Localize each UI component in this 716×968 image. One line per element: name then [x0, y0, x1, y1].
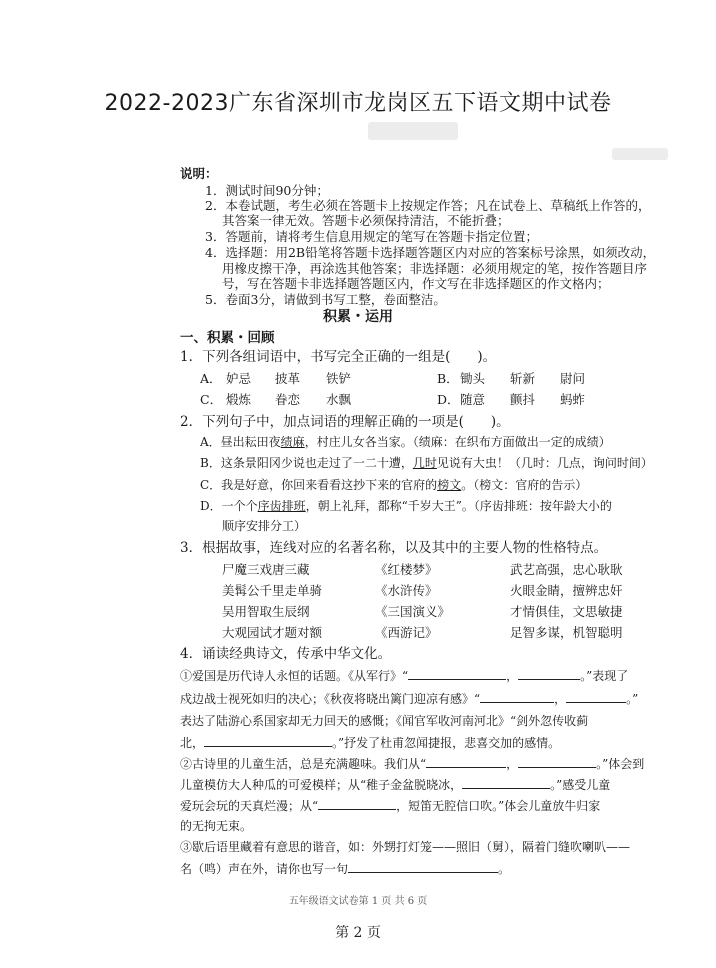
dotted-word: 绩麻 [280, 435, 305, 449]
text: ， [506, 757, 519, 771]
q2-option-d-cont: 顺序安排分工） [222, 519, 307, 533]
instruction-line: 1．测试时间90分钟； [205, 183, 329, 198]
question-1-stem: 1．下列各组词语中，书写完全正确的一组是( )。 [180, 349, 497, 365]
q2-option-a [200, 434, 611, 450]
instruction-line: 用橡皮擦干净，再涂选其他答案；非选择题：必须用规定的笔，按作答题目序 [222, 261, 648, 276]
q4-paragraph-1-line [180, 734, 560, 751]
q2-option-b [200, 455, 653, 471]
answer-blank[interactable] [518, 667, 580, 680]
dotted-word: 榜文 [437, 478, 462, 492]
dotted-word: 序齿排班 [257, 499, 306, 513]
text: ①爱国是历代诗人永恒的话题。《从军行》“ [180, 669, 409, 683]
option-letter: D． [437, 392, 460, 407]
answer-blank[interactable] [204, 734, 332, 747]
q4-paragraph-1-line [180, 690, 638, 707]
answer-blank[interactable] [318, 797, 396, 810]
text: 。”体会到 [596, 757, 645, 771]
part-heading: 一、积累・回顾 [180, 330, 275, 346]
instructions-label: 说明： [180, 166, 218, 181]
answer-blank[interactable] [480, 690, 554, 703]
q2-option-c [200, 477, 587, 493]
sheet-footer: 五年级语文试卷第 1 页 共 6 页 [288, 896, 428, 907]
text: 。”感受儿童 [550, 778, 611, 792]
trait-item: 才情俱佳，文思敏捷 [510, 604, 623, 619]
option-text: A．昼出耘田夜 [200, 435, 281, 449]
q4-paragraph-2-line [180, 755, 644, 772]
answer-blank[interactable] [348, 860, 498, 873]
q2-option-d [200, 498, 612, 514]
option-text: 见说有大虫！（几时：几点，询问时间） [436, 456, 653, 470]
answer-blank[interactable] [462, 776, 550, 789]
text: 。” [626, 692, 639, 706]
text: 北， [180, 736, 205, 750]
trait-item: 火眼金睛，擅辨忠奸 [510, 583, 623, 598]
section-title: 积累・运用 [323, 309, 393, 325]
option-text: B．这条景阳冈少说也走过了一二十遭， [200, 456, 413, 470]
text: ， [506, 669, 519, 683]
q4-paragraph-1-line: 表达了陆游心系国家却无力回天的感慨；《闻官军收河南河北》“剑外忽传收蓟 [180, 714, 589, 728]
answer-blank[interactable] [408, 667, 506, 680]
q4-paragraph-3-line: ③歇后语里藏着有意思的谐音，如：外甥打灯笼——照旧（舅），隔着门缝吹喇叭—— [180, 840, 631, 854]
trait-item: 足智多谋，机智聪明 [510, 625, 623, 640]
story-item: 美髯公千里走单骑 [222, 583, 323, 598]
option-letter: B． [437, 371, 459, 386]
page-number: 第 2 页 [335, 925, 381, 941]
text: 戍边战士视死如归的决心；《秋夜将晓出篱门迎凉有感》“ [180, 692, 481, 706]
book-item: 《水浒传》 [375, 583, 438, 598]
instruction-line: 2．本卷试题，考生必须在答题卡上按规定作答；凡在试卷上、草稿纸上作答的， [205, 198, 651, 213]
trait-item: 武艺高强，忠心耿耿 [510, 562, 623, 577]
story-item: 大观园试才题对额 [222, 625, 323, 640]
question-2-stem: 2．下列句子中，加点词语的理解正确的一项是( )。 [180, 414, 510, 430]
option-word: 蚂蚱 [560, 392, 586, 407]
book-item: 《红楼梦》 [375, 562, 438, 577]
option-word: 锄头 [460, 371, 486, 386]
text: ，短笛无腔信口吹。”体会儿童放牛归家 [396, 799, 601, 813]
text: 。”表现了 [580, 669, 629, 683]
option-word: 眷恋 [275, 392, 301, 407]
q4-paragraph-3-line [180, 860, 510, 877]
option-text: ，朝上礼拜，都称“千岁大王”。（序齿排班：按年龄大小的 [305, 499, 612, 513]
text: 爱玩会玩的天真烂漫；从“ [180, 799, 319, 813]
text: 名（鸣）声在外，请你也写一句 [180, 862, 349, 876]
story-item: 尸魔三戏唐三藏 [222, 562, 310, 577]
q4-paragraph-2-line: 的无拘无束。 [180, 819, 253, 833]
answer-blank[interactable] [566, 690, 626, 703]
option-word: 铁铲 [326, 371, 352, 386]
instruction-line: 3．答题前，请将考生信息用规定的笔写在答题卡指定位置； [205, 229, 538, 244]
instruction-line: 5．卷面3分，请做到书写工整，卷面整洁。 [205, 292, 446, 307]
option-word: 颤抖 [510, 392, 536, 407]
answer-blank[interactable] [426, 755, 506, 768]
option-word: 随意 [460, 392, 486, 407]
option-word: 妒忌 [226, 371, 252, 386]
book-item: 《三国演义》 [375, 604, 451, 619]
option-text: D．一个个 [200, 499, 258, 513]
option-letter: A． [200, 371, 222, 386]
text: ， [554, 692, 567, 706]
book-item: 《西游记》 [375, 625, 438, 640]
text: 儿童模仿大人种瓜的可爱模样；从“稚子金盆脱晓冰， [180, 778, 463, 792]
option-text: C．我是好意，你回来看看这抄下来的官府的 [200, 478, 438, 492]
q4-paragraph-2-line [180, 776, 610, 793]
option-word: 披革 [275, 371, 301, 386]
instruction-line: 号，写在答题卡非选择题答题区内，作文写在非选择题区的作文格内； [222, 276, 610, 291]
question-4-stem: 4．诵读经典诗文，传承中华文化。 [180, 646, 392, 662]
option-word: 煅炼 [226, 392, 252, 407]
answer-blank[interactable] [518, 755, 596, 768]
text: 。 [498, 862, 511, 876]
text: 。”抒发了杜甫忽闻捷报，悲喜交加的感情。 [332, 736, 561, 750]
text: ②古诗里的儿童生活，总是充满趣味。我们从“ [180, 757, 427, 771]
q4-paragraph-2-line [180, 797, 600, 814]
scan-smudge [368, 122, 458, 140]
instruction-line: 其答案一律无效。答题卡必须保持清洁，不能折叠； [222, 213, 510, 228]
page-title: 2022-2023广东省深圳市龙岗区五下语文期中试卷 [104, 91, 612, 116]
option-text: ，村庄儿女各当家。（绩麻：在织布方面做出一定的成绩） [304, 435, 611, 449]
story-item: 吴用智取生辰纲 [222, 604, 310, 619]
dotted-word: 几时 [412, 456, 437, 470]
option-text: 。（榜文：官府的告示） [461, 478, 588, 492]
instruction-line: 4．选择题：用2B铅笔将答题卡选择题答题区内对应的答案标号涂黑，如须改动， [205, 245, 656, 260]
option-word: 水飘 [326, 392, 352, 407]
q4-paragraph-1-line [180, 667, 628, 684]
option-word: 尉问 [560, 371, 586, 386]
scan-smudge [612, 148, 668, 160]
option-letter: C． [200, 392, 223, 407]
question-3-stem: 3．根据故事，连线对应的名著名称，以及其中的主要人物的性格特点。 [180, 540, 608, 556]
option-word: 斩新 [510, 371, 536, 386]
